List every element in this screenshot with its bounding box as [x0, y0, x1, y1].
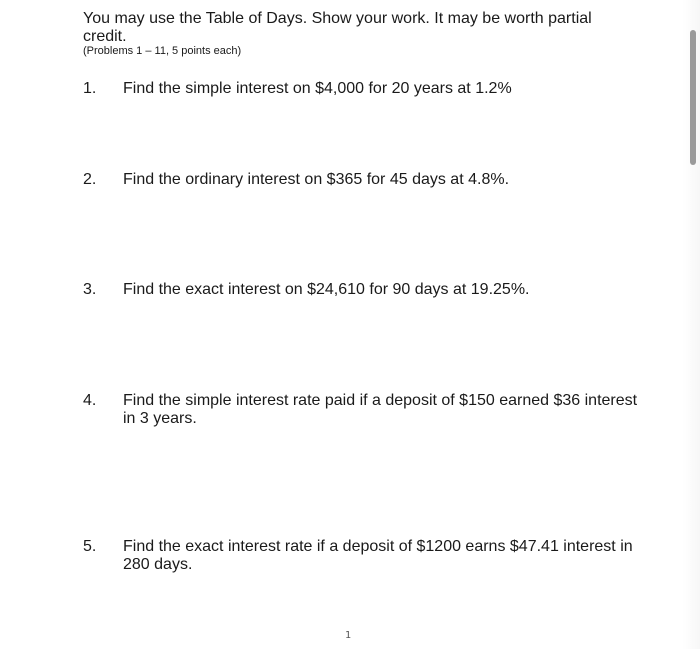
problem-text: Find the exact interest rate if a deposit of $1200 earns $47.41 interest in 280 days.	[123, 538, 633, 573]
problem-number: 3.	[83, 281, 97, 298]
problem-text: Find the ordinary interest on $365 for 45 days at 4.8%.	[123, 171, 510, 188]
scrollbar-thumb[interactable]	[690, 30, 696, 165]
problem-number: 4.	[83, 392, 97, 409]
problem-text: Find the exact interest on $24,610 for 90 days at 19.25%.	[123, 281, 530, 298]
problem-number: 5.	[83, 538, 97, 555]
instructions-text: You may use the Table of Days. Show your work. It may be worth partial credit.	[83, 10, 592, 45]
problem-number: 2.	[83, 171, 97, 188]
points-note: (Problems 1 – 11, 5 points each)	[83, 45, 242, 57]
problem-number: 1.	[83, 80, 97, 97]
problem-text: Find the simple interest on $4,000 for 20 years at 1.2%	[123, 80, 512, 97]
problem-text: Find the simple interest rate paid if a deposit of $150 earned $36 interest in 3 years.	[123, 392, 638, 427]
page-number: 1	[345, 630, 352, 641]
